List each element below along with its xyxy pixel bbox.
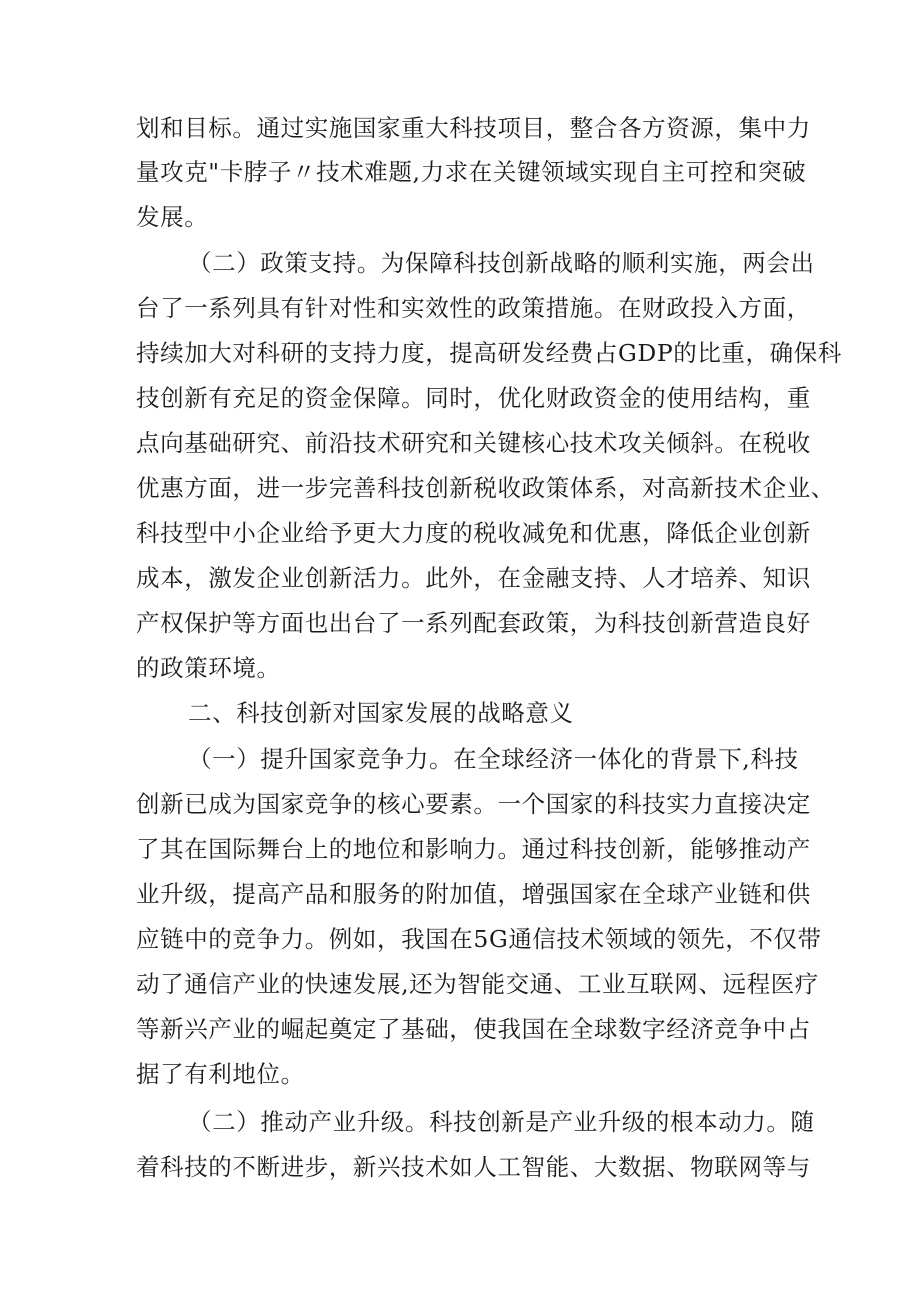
text-line: 发展。 bbox=[136, 203, 209, 231]
text-line: 技创新有充足的资金保障。同时，优化财政资金的使用结构，重 bbox=[136, 384, 811, 412]
text-line: 了其在国际舞台上的地位和影响力。通过科技创新，能够推动产 bbox=[136, 835, 811, 863]
text-line: 科技型中小企业给予更大力度的税收减免和优惠，降低企业创新 bbox=[136, 519, 811, 547]
text-line: 产权保护等方面也出台了一系列配套政策，为科技创新营造良好 bbox=[136, 609, 811, 637]
text-line: 着科技的不断进步，新兴技术如人工智能、大数据、物联网等与 bbox=[136, 1153, 811, 1181]
text-line: 优惠方面，进一步完善科技创新税收政策体系，对高新技术企业、 bbox=[136, 474, 835, 502]
paragraph-heading-policy-support: （二）政策支持。为保障科技创新战略的顺利实施，两会出 bbox=[188, 249, 815, 277]
text-line: 台了一系列具有针对性和实效性的政策措施。在财政投入方面， bbox=[136, 294, 811, 322]
text-line: 点向基础研究、前沿技术研究和关键核心技术攻关倾斜。在税收 bbox=[136, 429, 811, 457]
text-line: 创新已成为国家竞争的核心要素。一个国家的科技实力直接决定 bbox=[136, 790, 811, 818]
text-line: 业升级，提高产品和服务的附加值，增强国家在全球产业链和供 bbox=[136, 880, 811, 908]
text-line: 持续加大对科研的支持力度，提高研发经费占GDP的比重，确保科 bbox=[136, 339, 842, 367]
paragraph-heading-industrial-upgrade: （二）推动产业升级。科技创新是产业升级的根本动力。随 bbox=[188, 1108, 815, 1136]
text-line: 的政策环境。 bbox=[136, 654, 281, 682]
text-line: 动了通信产业的快速发展,还为智能交通、工业互联网、远程医疗 bbox=[136, 970, 819, 998]
text-line: 应链中的竞争力。例如，我国在5G通信技术领域的领先，不仅带 bbox=[136, 925, 822, 953]
text-line: 量攻克"卡脖子〃技术难题,力求在关键领域实现自主可控和突破 bbox=[136, 158, 807, 186]
paragraph-heading-competitiveness: （一）提升国家竞争力。在全球经济一体化的背景下,科技 bbox=[188, 745, 799, 773]
text-line: 等新兴产业的崛起奠定了基础，使我国在全球数字经济竞争中占 bbox=[136, 1015, 811, 1043]
section-heading: 二、科技创新对国家发展的战略意义 bbox=[188, 699, 574, 727]
text-line: 划和目标。通过实施国家重大科技项目，整合各方资源，集中力 bbox=[136, 114, 811, 142]
text-line: 成本，激发企业创新活力。此外，在金融支持、人才培养、知识 bbox=[136, 564, 811, 592]
text-line: 据了有利地位。 bbox=[136, 1060, 305, 1088]
